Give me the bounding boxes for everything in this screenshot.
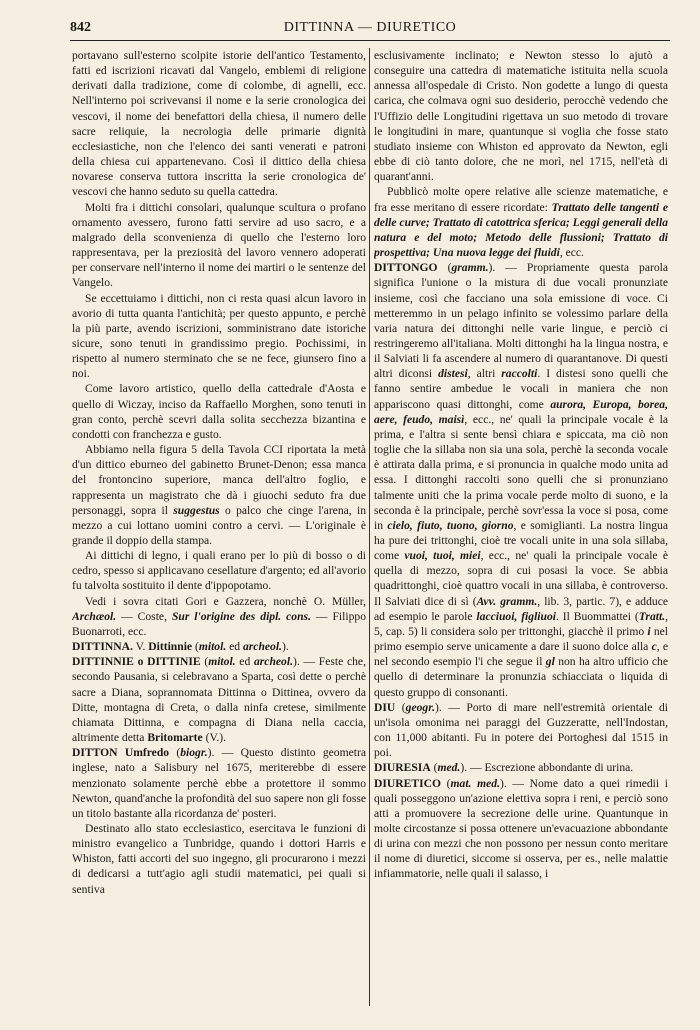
paragraph <box>72 594 366 639</box>
left-column <box>72 48 366 1018</box>
text-run: non ha altro ufficio che quello di determinare la pronunzia schiacciata o liquida di questo gruppo di consonanti. <box>374 655 668 699</box>
letter: gl <box>545 655 555 669</box>
headword: DIU <box>374 700 396 714</box>
category-tag: gramm. <box>451 261 489 275</box>
text-run: nel primo esempio serve unicamente a dare il suono dolce alla <box>374 624 668 654</box>
text-run: , e nel secondo esempio l'i che segue il <box>374 640 668 669</box>
text-run: , altri <box>467 367 502 381</box>
text-run: , e somiglianti. La nostra lingua ha pure dei trittonghi, cioè tre vocali unite in una sola sillaba, come <box>374 518 668 563</box>
entry-dittinna <box>72 639 366 654</box>
paragraph <box>72 442 366 548</box>
text-run: Pubblicò molte opere relative alle scienze matematiche, e fra esse meritano di essere ricordate: <box>374 185 668 214</box>
category-tag: geogr. <box>405 700 435 714</box>
text-run: ). <box>281 640 289 654</box>
cross-reference: Britomarte <box>147 731 203 745</box>
text-run: ed <box>235 655 254 669</box>
column-divider <box>369 48 370 1006</box>
text-run: o palco che cinge l'arena, in mezzo a cui lottano uomini contro a cervi. — L'originale è grande il doppio della stampa. <box>72 503 366 547</box>
headword: DITTON Umfredo <box>72 746 170 760</box>
example: vuoi, tuoi, miei <box>404 549 481 563</box>
category-tag: archeol. <box>254 655 293 669</box>
example: cielo, fiuto, tuono, giorno <box>387 518 514 532</box>
paragraph: portavano sull'esterno scolpite istorie dell'antico Testamento, fatti ed iscrizioni ricavati dal Vangelo, emblemi di religione derivati dalla tradizione, come di colombe, di agnelli, ecc. Nell'interno poi scrivevansi il nome e la serie cronologica dei vescovi, il nome dei benefattori della chiesa, il numero delle sacre reliquie, la necrologia delle primarie dignità ecclesiastiche, non che l'elenco dei santi venerati e patroni della chiesa cui appartenevano. Così il dittico della chiesa novarese conserva tuttora inscritta la serie cronologica de' vescovi che hanno seduto su quella cattedra. <box>72 49 366 199</box>
text-run: ). — Propriamente questa parola significa l'unione o la mistura di due vocali pronunziate insieme, così che facciano una sola emissione di voce. Ci metteremmo in un pelago infinito se volessimo parlare della varia natura dei dittonghi nelle varie lingue, e perciò ci restringeremo all'italiana. Molti dittonghi ha la lingua nostra, e il Salviati li fa ascendere al numero di quarantanove. Di questi altri diconsi <box>374 261 668 381</box>
term: distesi <box>438 367 468 381</box>
text-run: (V.). <box>202 731 226 745</box>
right-column <box>374 48 668 1018</box>
entry-dittinnie <box>72 654 366 745</box>
paragraph: Destinato allo stato ecclesiastico, esercitava le funzioni di ministro evangelico a Tunbridge, quando i dottori Harris e Whiston, fatti accorti del suo ingegno, gli procurarono i mezzi di dedicarsi a tutt'agio agli studii matematici, pei quali si sentiva <box>72 821 366 896</box>
term: raccolti <box>501 367 538 381</box>
headword: DITTONGO <box>374 261 438 275</box>
text-run: ). — Questo distinto geometra inglese, nato a Salisbury nel 1675, meriterebbe di essere menzionato solamente perchè ebbe a protettore il sommo Newton, quand'anche la profondità del suo sapere non gli fosse un titolo bastante alla ricordanza de' posteri. <box>72 746 366 820</box>
text-run: ). — Escrezione abbondante di urina. <box>460 761 634 775</box>
paragraph: Ai dittichi di legno, i quali erano per lo più di bosso o di cedro, spesso si applicavano cesellature d'argento; ed all'avorio fu talvolta sostituito il dente d'ippopotamo. <box>72 549 366 593</box>
text-run: . I distesi sono quelli che fanno sentire ambedue le vocali in maniera che non appariscono quasi dittonghi, come <box>374 367 668 411</box>
text-run: , ecc. <box>559 246 584 260</box>
paragraph: esclusivamente inclinato; e Newton stesso lo ajutò a conseguire una cattedra di matematiche istituita nella scuola annessa all'ospedale di Cristo. Non godette a lungo di questa carica, che colmava ogni suo desiderio, perocchè vedendo che l'Uffizio delle Longitudini rigettava un suo metodo di trovare le longitudini in mare, quantunque si voglia che fosse stato studiato insieme con Whiston ed approvato da Newton, egli ebbe di ciò tanto dolore, che ne morì, nel 1715, nell'età di quarant'anni. <box>374 49 668 184</box>
running-title: DITTINNA — DIURETICO <box>283 20 457 35</box>
category-tag: mitol. <box>198 640 227 654</box>
paragraph <box>374 184 668 260</box>
entry-diuretico <box>374 776 668 882</box>
text-run: ). — Feste che, secondo Pausania, si celebravano a Sparta, così dette o perchè sacre a Diana, soprannomata Dittinna o Dittinea, ovvero da Ditte, montagna di Creta, o dalla ninfa cretese, similmente chiamata Dittinna, e compagna di Diana nella caccia, altrimente detta <box>72 655 366 745</box>
cross-reference: Dittinnie <box>148 640 193 654</box>
paragraph: Se eccettuiamo i dittichi, non ci resta quasi alcun lavoro in avorio di tutta quanta l'antichità; per questo appunto, e perchè la più parte, avendo iscrizioni, somministrano date istoriche sicure, sono tenuti in grandissimo pregio. Pochissimi, in rispetto al numero sterminato che se ne fece, giunsero fino a noi. <box>72 291 366 381</box>
category-tag: mitol. <box>208 655 236 669</box>
letter: c <box>651 640 657 654</box>
text-run: ( <box>169 746 181 760</box>
text-run: Archæol. <box>72 609 117 623</box>
text-run: ( <box>200 655 209 669</box>
text-run: . Il Buommattei ( <box>555 609 639 623</box>
text-run: , ecc., ne' quali la principale vocale è la prima, e l'altra si sente bensì chiara e spiccata, ma ciò non toglie che la sillaba non sia una sola, perchè la seconda vocale è attirata dalla prima, e si pronuncia in qualche modo unita ad essa. I dittonghi raccolti sono quelli che si pronunziano talmente uniti che la prima vocale perde molto di suono, e la seconda è la principale, perchè sovr'essa la voce si posa, come in <box>374 412 668 532</box>
text-run: Abbiamo nella figura 5 della Tavola CCI riportata la metà d'un dittico eburneo del gabinetto Brunet-Denon; essa manca del frontoncino superiore, manca dell'altro foglio, e rappresenta un magistrato che dà i giuochi seduto fra due personaggi, sopra il <box>72 443 366 517</box>
text-run: , lib. 3, partic. 7), e adduce ad esempio le parole <box>374 594 668 623</box>
page-number: 842 <box>70 20 91 35</box>
paragraph: Molti fra i dittichi consolari, qualunque scultura o profano ornamento avessero, furono fatti servire ad uso sacro, e a malgrado della sconvenienza di quello che l'esterno loro rappresentava, per la preziosità del lavoro vennero adoperati per conservare nell'interno il nome dei martiri o le sentenze del Vangelo. <box>72 200 366 290</box>
text-run: ( <box>430 761 438 775</box>
text-run: — Coste, <box>116 609 172 623</box>
entry-diu <box>374 700 668 761</box>
text-run: ( <box>395 700 406 714</box>
headword: DITTINNA. <box>72 640 133 654</box>
citation: Tratt. <box>638 609 666 623</box>
text-run: V. <box>132 640 149 654</box>
headword: DIURESIA <box>374 761 431 775</box>
letter: i <box>647 624 651 638</box>
page-header <box>70 14 670 40</box>
text-run: — Filippo Buonarroti, ecc. <box>72 609 366 638</box>
entry-diuresia <box>374 760 668 775</box>
entry-ditton <box>72 745 366 821</box>
category-tag: archeol. <box>242 640 282 654</box>
text-run: ). — Porto di mare nell'estremità orientale di un'isola omonima nei paraggi del Guzzeratte, nell'Indostan, con 11,000 abitanti. Fu in potere dei Portoghesi dal 1515 in poi. <box>374 700 668 760</box>
headword: DITTINNIE o DITTINIE <box>72 655 201 669</box>
text-run: ( <box>437 261 452 275</box>
example: lacciuoi, figliuoi <box>476 609 556 623</box>
text-run: ( <box>192 640 199 654</box>
headword: DIURETICO <box>374 776 441 790</box>
category-tag: mat. med. <box>450 776 500 790</box>
text-run: ( <box>441 776 451 790</box>
header-rule <box>70 40 670 41</box>
text-run: ). — Nome dato a quei rimedii i quali posseggono un'azione elettiva sopra i reni, e perciò sono atti a promuovere la secrezione delle urine. Quantunque in molte circostanze si possa ottenere un'evacuazione abbondante di urina con mezzi che non possono per nessun conto meritare il nome di diuretici, siccome si osserva, per es., nelle malattie infiammatorie, nelle quali il salasso, i <box>374 776 668 881</box>
example: aurora, Europa, borea, aere, feudo, maisì <box>374 397 668 426</box>
category-tag: biogr. <box>180 746 208 760</box>
entry-dittongo <box>374 260 668 700</box>
text-run: , ecc., ne' quali la principale vocale è quella di mezzo, sopra di cui posasi la voce. Se abbia quadrittonghi, cioè quattro vocali in una sillaba, è controverso. Il Salviati dice di sì ( <box>374 549 668 608</box>
category-tag: med. <box>437 761 461 775</box>
text-run: Sur l'origine des dipl. cons. <box>171 609 311 623</box>
text-run: suggestus <box>173 503 220 517</box>
paragraph: Come lavoro artistico, quello della cattedrale d'Aosta e quello di Wiczay, inciso da Raffaello Morghen, sono tenuti in gran conto, perchè scevri dalla solita secchezza bizantina e condotti con franchezza e gusto. <box>72 382 366 441</box>
text-run: , 5, cap. 5) li considera solo per trittonghi, giacchè il primo <box>374 609 668 638</box>
works-list: Trattato delle tangenti e delle curve; Trattato di catottrica sferica; Leggi generali della natura e del moto; Metodo delle flussioni; Trattato di prospettiva; Una nuova legge dei fluidi <box>374 200 668 260</box>
citation: Avv. gramm. <box>476 594 538 608</box>
text-run: ed <box>226 640 243 654</box>
text-run: Vedi i sovra citati Gori e Gazzera, nonchè O. Müller, <box>85 594 366 608</box>
